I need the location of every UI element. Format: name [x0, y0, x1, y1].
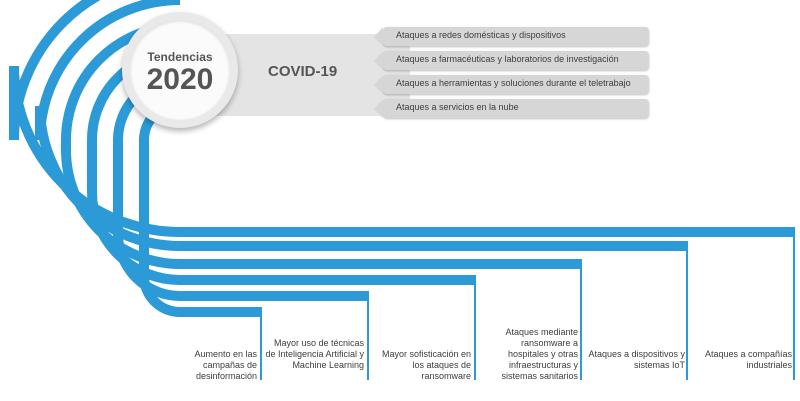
covid-item — [383, 75, 649, 94]
covid-item-label: Ataques a farmacéuticas y laboratorios de investigación — [396, 54, 619, 64]
covid-item-label: Ataques a herramientas y soluciones durante el teletrabajo — [396, 78, 631, 88]
trend-label: Ataques mediante ransomware a hospitales y otras infraestructuras y sistemas sanitarios — [501, 327, 578, 381]
covid-item — [383, 51, 649, 70]
covid-item-label: Ataques a redes domésticas y dispositivos — [396, 30, 566, 40]
covid-label: COVID-19 — [268, 63, 338, 80]
trend-label: Aumento en las campañas de desinformación — [194, 349, 257, 381]
trend-label: Mayor sofisticación en los ataques de ransomware — [381, 349, 471, 381]
year-badge — [122, 12, 238, 128]
trend-label: Ataques a dispositivos y sistemas IoT — [588, 349, 685, 370]
year-badge-inner — [130, 20, 230, 120]
covid-item-label: Ataques a servicios en la nube — [396, 102, 519, 112]
trend-label: Ataques a compañías industriales — [704, 349, 792, 370]
trend-label: Mayor uso de técnicas de Inteligencia Artificial y Machine Learning — [265, 338, 364, 370]
covid-item — [383, 27, 649, 46]
badge-title: Tendencias — [147, 50, 213, 64]
badge-year: 2020 — [146, 63, 214, 96]
covid-item — [383, 99, 649, 118]
